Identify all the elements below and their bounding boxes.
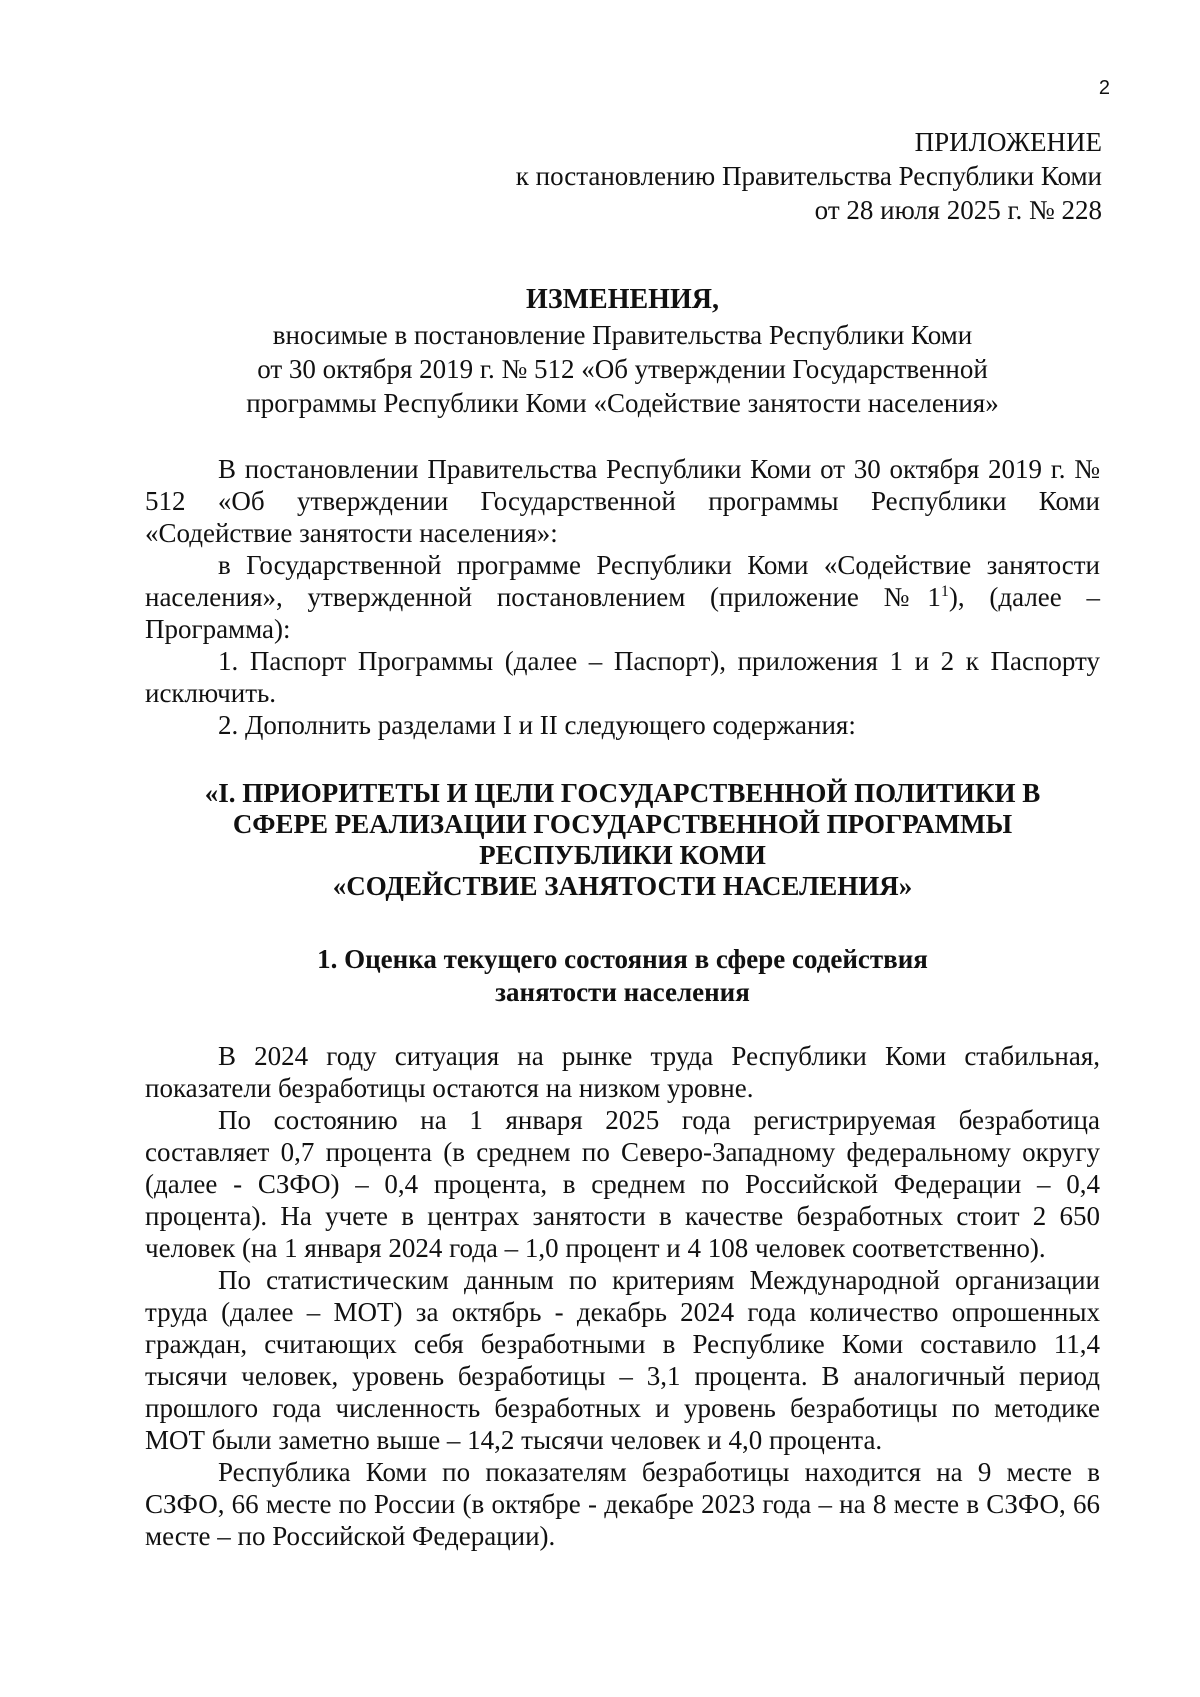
footnote-marker: 1 — [940, 583, 949, 600]
paragraph-text: в Государственной программе Республики Коми «Содействие занятости населения», утвержденной постановлением (приложение №1 — [145, 550, 1100, 612]
appendix-header — [402, 125, 1102, 227]
section-heading — [145, 778, 1100, 902]
appendix-title: ПРИЛОЖЕНИЕ — [914, 127, 1102, 157]
paragraph: По статистическим данным по критериям Международной организации труда (далее – МОТ) за октябрь - декабрь 2024 года количество опрошенных граждан, считающих себя безработными в Республике Коми составило 11,4 тысячи человек, уровень безработицы – 3,1 процента. В аналогичный период прошлого года численность безработных и уровень безработицы по методике МОТ были заметно выше – 14,2 тысячи человек и 4,0 процента. — [145, 1265, 1100, 1455]
appendix-line: от 28 июля 2025 г. № 228 — [814, 195, 1102, 225]
appendix-line: к постановлению Правительства Республики Коми — [515, 161, 1102, 191]
paragraph: В постановлении Правительства Республики Коми от 30 октября 2019 г. № 512 «Об утверждении Государственной программы Республики Коми «Содействие занятости населения»: — [145, 454, 1100, 548]
document-subtitle-line: вносимые в постановление Правительства Республики Коми — [272, 320, 973, 350]
document-subtitle-line: программы Республики Коми «Содействие занятости населения» — [246, 388, 999, 418]
paragraph: 2. Дополнить разделами I и II следующего содержания: — [218, 710, 856, 740]
section-heading-line: «I. ПРИОРИТЕТЫ И ЦЕЛИ ГОСУДАРСТВЕННОЙ ПОЛИТИКИ В — [204, 778, 1041, 808]
paragraph: По состоянию на 1 января 2025 года регистрируемая безработица составляет 0,7 процента (в среднем по Северо-Западному федеральному округу (далее - СЗФО) – 0,4 процента, в среднем по Российской Федерации – 0,4 процента). На учете в центрах занятости в качестве безработных стоит 2 650 человек (на 1 января 2024 года – 1,0 процент и 4 108 человек соответственно). — [145, 1105, 1100, 1263]
paragraph-text: ), (далее – Программа): — [145, 582, 1100, 644]
page-number: 2 — [1098, 77, 1110, 99]
subsection-heading — [145, 943, 1100, 1009]
paragraph: В 2024 году ситуация на рынке труда Республики Коми стабильная, показатели безработицы остаются на низком уровне. — [145, 1041, 1100, 1103]
intro-text — [145, 453, 1100, 741]
document-title: ИЗМЕНЕНИЯ, — [526, 284, 719, 315]
main-text — [145, 1040, 1100, 1552]
paragraph: Республика Коми по показателям безработицы находится на 9 месте в СЗФО, 66 месте по России (в октябре - декабре 2023 года – на 8 месте в СЗФО, 66 месте – по Российской Федерации). — [145, 1457, 1100, 1551]
section-heading-line: «СОДЕЙСТВИЕ ЗАНЯТОСТИ НАСЕЛЕНИЯ» — [332, 871, 913, 901]
paragraph — [145, 549, 1100, 645]
section-heading-line: СФЕРЕ РЕАЛИЗАЦИИ ГОСУДАРСТВЕННОЙ ПРОГРАММЫ — [232, 809, 1013, 839]
subsection-heading-line: 1. Оценка текущего состояния в сфере содействия — [317, 944, 928, 974]
subsection-heading-line: занятости населения — [495, 977, 750, 1007]
document-subtitle-line: от 30 октября 2019 г. № 512 «Об утверждении Государственной — [257, 354, 988, 384]
document-heading — [145, 283, 1100, 420]
section-heading-line: РЕСПУБЛИКИ КОМИ — [479, 840, 766, 870]
paragraph: 1. Паспорт Программы (далее – Паспорт), приложения 1 и 2 к Паспорту исключить. — [145, 646, 1100, 708]
